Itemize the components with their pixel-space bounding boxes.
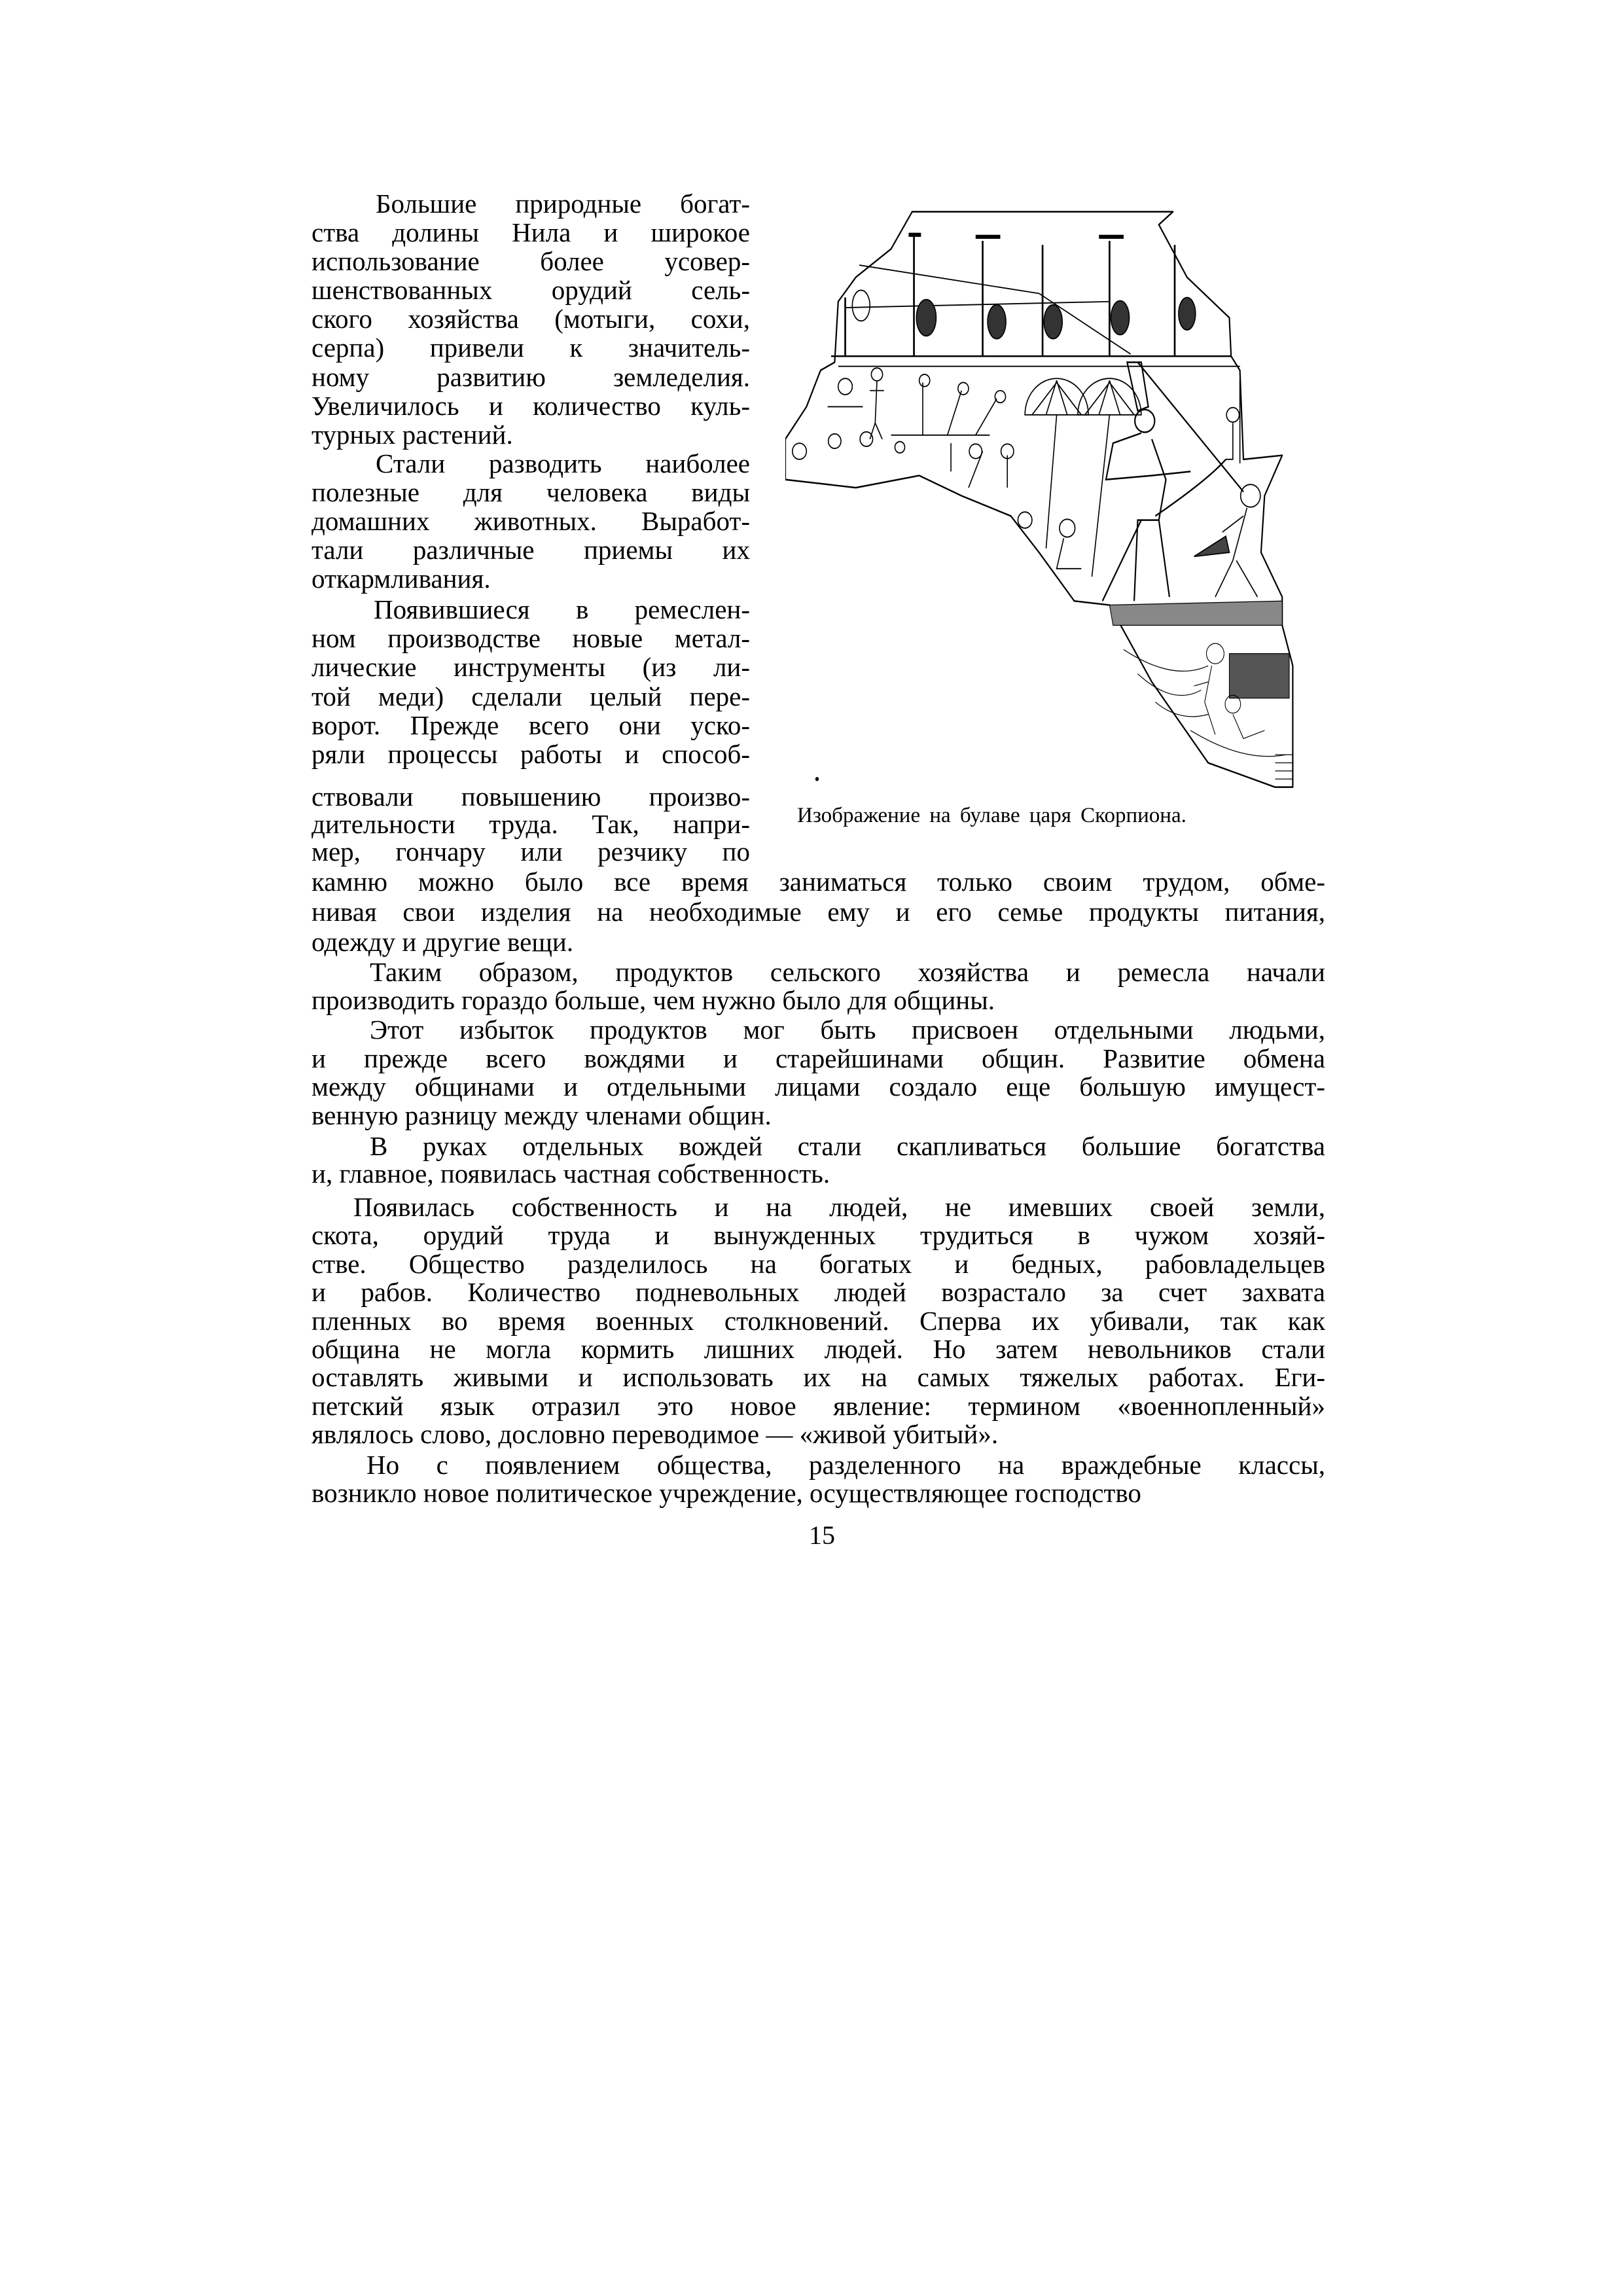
scorpion-macehead-illustration xyxy=(785,196,1335,795)
text-line: лические инструменты (из ли- xyxy=(312,652,750,683)
paragraph-3-part-2 xyxy=(312,783,750,865)
king-figure xyxy=(1103,362,1243,601)
text-line: домашних животных. Выработ- xyxy=(312,506,750,537)
text-line: Этот избыток продуктов мог быть присвоен отдельными людьми, xyxy=(370,1014,1325,1045)
text-line: ского хозяйства (мотыги, сохи, xyxy=(312,304,750,334)
text-line: Увеличилось и количество куль- xyxy=(312,390,750,421)
text-line: В руках отдельных вождей стали скапливаться большие богатства xyxy=(370,1131,1325,1161)
text-line: турных растений. xyxy=(312,419,513,450)
fan-bearers-and-plants xyxy=(793,368,1141,577)
paragraph-6 xyxy=(312,1132,1325,1187)
text-line: оставлять живыми и использовать их на самых тяжелых работах. Еги- xyxy=(312,1362,1325,1393)
text-line: и, главное, появилась частная собственность. xyxy=(312,1158,830,1189)
text-line: производить гораздо больше, чем нужно было для общины. xyxy=(312,985,995,1015)
paragraph-3-part-3 xyxy=(312,867,1325,957)
text-line: шенствованных орудий сель- xyxy=(312,275,750,306)
paragraph-4 xyxy=(312,958,1325,1014)
text-line: ствовали повышению произво- xyxy=(312,781,750,812)
text-line: мер, гончару или резчику по xyxy=(312,836,750,867)
text-line: возникло новое политическое учреждение, осуществляющее господство xyxy=(312,1478,1141,1508)
text-line: община не могла кормить лишних людей. Но затем невольников стали xyxy=(312,1333,1325,1364)
text-line: Но с появлением общества, разделенного на враждебные классы, xyxy=(366,1450,1325,1480)
text-line: Таким образом, продуктов сельского хозяйства и ремесла начали xyxy=(370,957,1325,987)
paragraph-8 xyxy=(312,1451,1325,1507)
text-line: серпа) привели к значитель- xyxy=(312,332,750,363)
figure-caption: Изображение на булаве царя Скорпиона. xyxy=(797,804,1186,827)
text-line: камню можно было все время заниматься только своим трудом, обме- xyxy=(312,867,1325,897)
text-line: стве. Общество разделилось на богатых и бедных, рабовладельцев xyxy=(312,1248,1325,1279)
paragraph-3-part-1 xyxy=(312,595,750,768)
text-line: ном производстве новые метал- xyxy=(312,623,750,654)
text-line: петский язык отразил это новое явление: термином «военнопленный» xyxy=(312,1390,1325,1421)
standards xyxy=(846,235,1175,356)
text-line: Появившиеся в ремеслен- xyxy=(374,594,750,624)
text-line: тали различные приемы их xyxy=(312,535,750,565)
hanging-birds xyxy=(852,290,1195,338)
text-line: скота, орудий труда и вынужденных трудиться в чужом хозяй- xyxy=(312,1220,1325,1251)
text-line: между общинами и отдельными лицами создало еще большую имущест- xyxy=(312,1071,1325,1102)
text-line: одежду и другие вещи. xyxy=(312,927,574,957)
text-line: откармливания. xyxy=(312,564,491,594)
paragraph-7 xyxy=(312,1193,1325,1449)
text-line: Стали разводить наиболее xyxy=(376,448,750,478)
text-line: нивая свои изделия на необходимые ему и его семье продукты питания, xyxy=(312,897,1325,927)
paragraph-1 xyxy=(312,189,750,449)
text-line: и прежде всего вождями и старейшинами общин. Развитие обмена xyxy=(312,1043,1325,1073)
page-number: 15 xyxy=(809,1520,835,1550)
text-line: ряли процессы работы и способ- xyxy=(312,738,750,769)
text-line: Большие природные богат- xyxy=(376,188,750,219)
text-line: пленных во время военных столкновений. Сперва их убивали, так как xyxy=(312,1305,1325,1336)
text-line: дительности труда. Так, напри- xyxy=(312,809,750,839)
text-line: венную разницу между членами общин. xyxy=(312,1100,772,1131)
text-line: использование более усовер- xyxy=(312,246,750,277)
text-line: Появилась собственность и на людей, не имевших своей земли, xyxy=(353,1192,1325,1222)
fragment-outline xyxy=(785,211,1293,787)
text-line: и рабов. Количество подневольных людей возрастало за счет захвата xyxy=(312,1277,1325,1308)
text-line: ному развитию земледелия. xyxy=(312,361,750,392)
text-line: ворот. Прежде всего они уско- xyxy=(312,709,750,740)
paragraph-2 xyxy=(312,449,750,593)
text-line: являлось слово, дословно переводимое — «живой убитый». xyxy=(312,1419,999,1450)
text-line: ства долины Нила и широкое xyxy=(312,217,750,248)
river-scene xyxy=(815,601,1293,780)
text-line: той меди) сделали целый пере- xyxy=(312,681,750,711)
text-line: полезные для человека виды xyxy=(312,477,750,508)
paragraph-5 xyxy=(312,1016,1325,1130)
